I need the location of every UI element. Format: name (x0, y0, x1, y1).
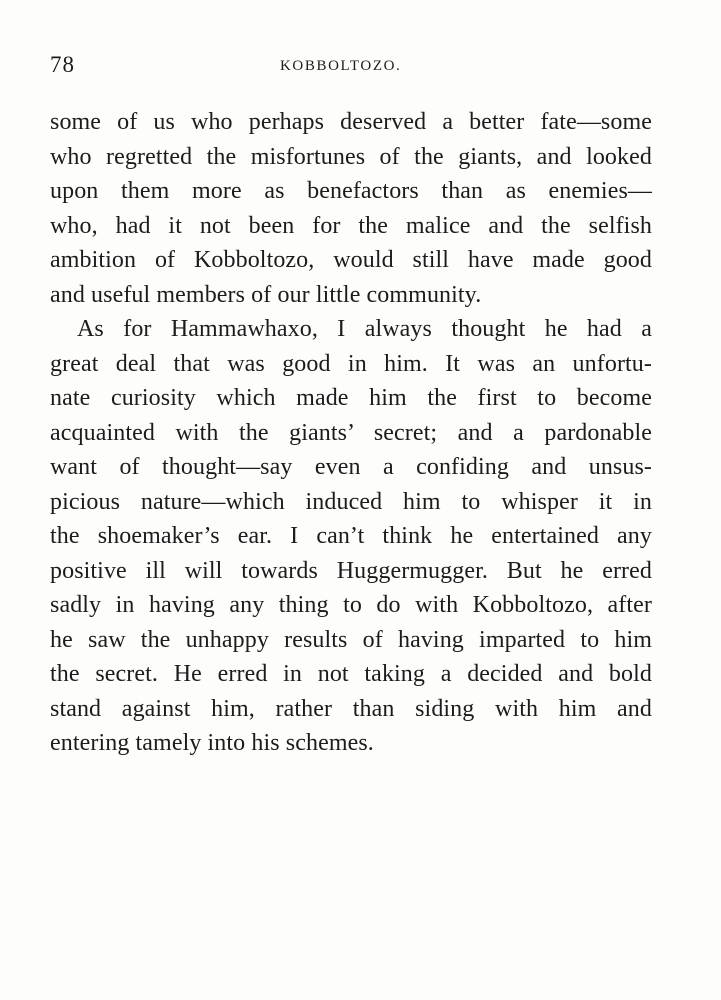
text-line: nate curiosity which made him the first to become (50, 385, 652, 411)
text-line: the shoemaker’s ear. I can’t think he entertained any (50, 523, 652, 549)
text-line: stand against him, rather than siding with him and (50, 695, 652, 722)
text-line: entering tamely into his schemes. (50, 730, 374, 756)
paragraph-2 (50, 312, 652, 761)
running-head (50, 52, 650, 80)
running-title: KOBBOLTOZO. (280, 58, 402, 74)
paragraph-1 (50, 105, 652, 312)
text-line: ambition of Kobboltozo, would still have made good (50, 247, 652, 273)
text-line: who, had it not been for the malice and the selfish (50, 212, 652, 239)
text-line: and useful members of our little community. (50, 281, 482, 308)
text-line: want of thought—say even a confiding and unsus- (50, 454, 652, 480)
text-line: upon them more as benefactors than as enemies— (50, 178, 652, 204)
page-number: 78 (50, 52, 75, 77)
text-line: positive ill will towards Huggermugger. But he erred (50, 557, 652, 584)
text-line: picious nature—which induced him to whisper it in (50, 488, 652, 515)
text-line: the secret. He erred in not taking a decided and bold (50, 661, 652, 687)
text-line: some of us who perhaps deserved a better fate—some (50, 109, 652, 135)
text-line: sadly in having any thing to do with Kobboltozo, after (50, 592, 652, 618)
body-text (50, 105, 652, 761)
text-line: who regretted the misfortunes of the giants, and looked (50, 143, 652, 170)
text-line: he saw the unhappy results of having imparted to him (50, 626, 652, 653)
text-line: acquainted with the giants’ secret; and a pardonable (50, 419, 652, 446)
text-line: As for Hammawhaxo, I always thought he had a (77, 316, 652, 342)
text-line: great deal that was good in him. It was an unfortu- (50, 350, 652, 377)
